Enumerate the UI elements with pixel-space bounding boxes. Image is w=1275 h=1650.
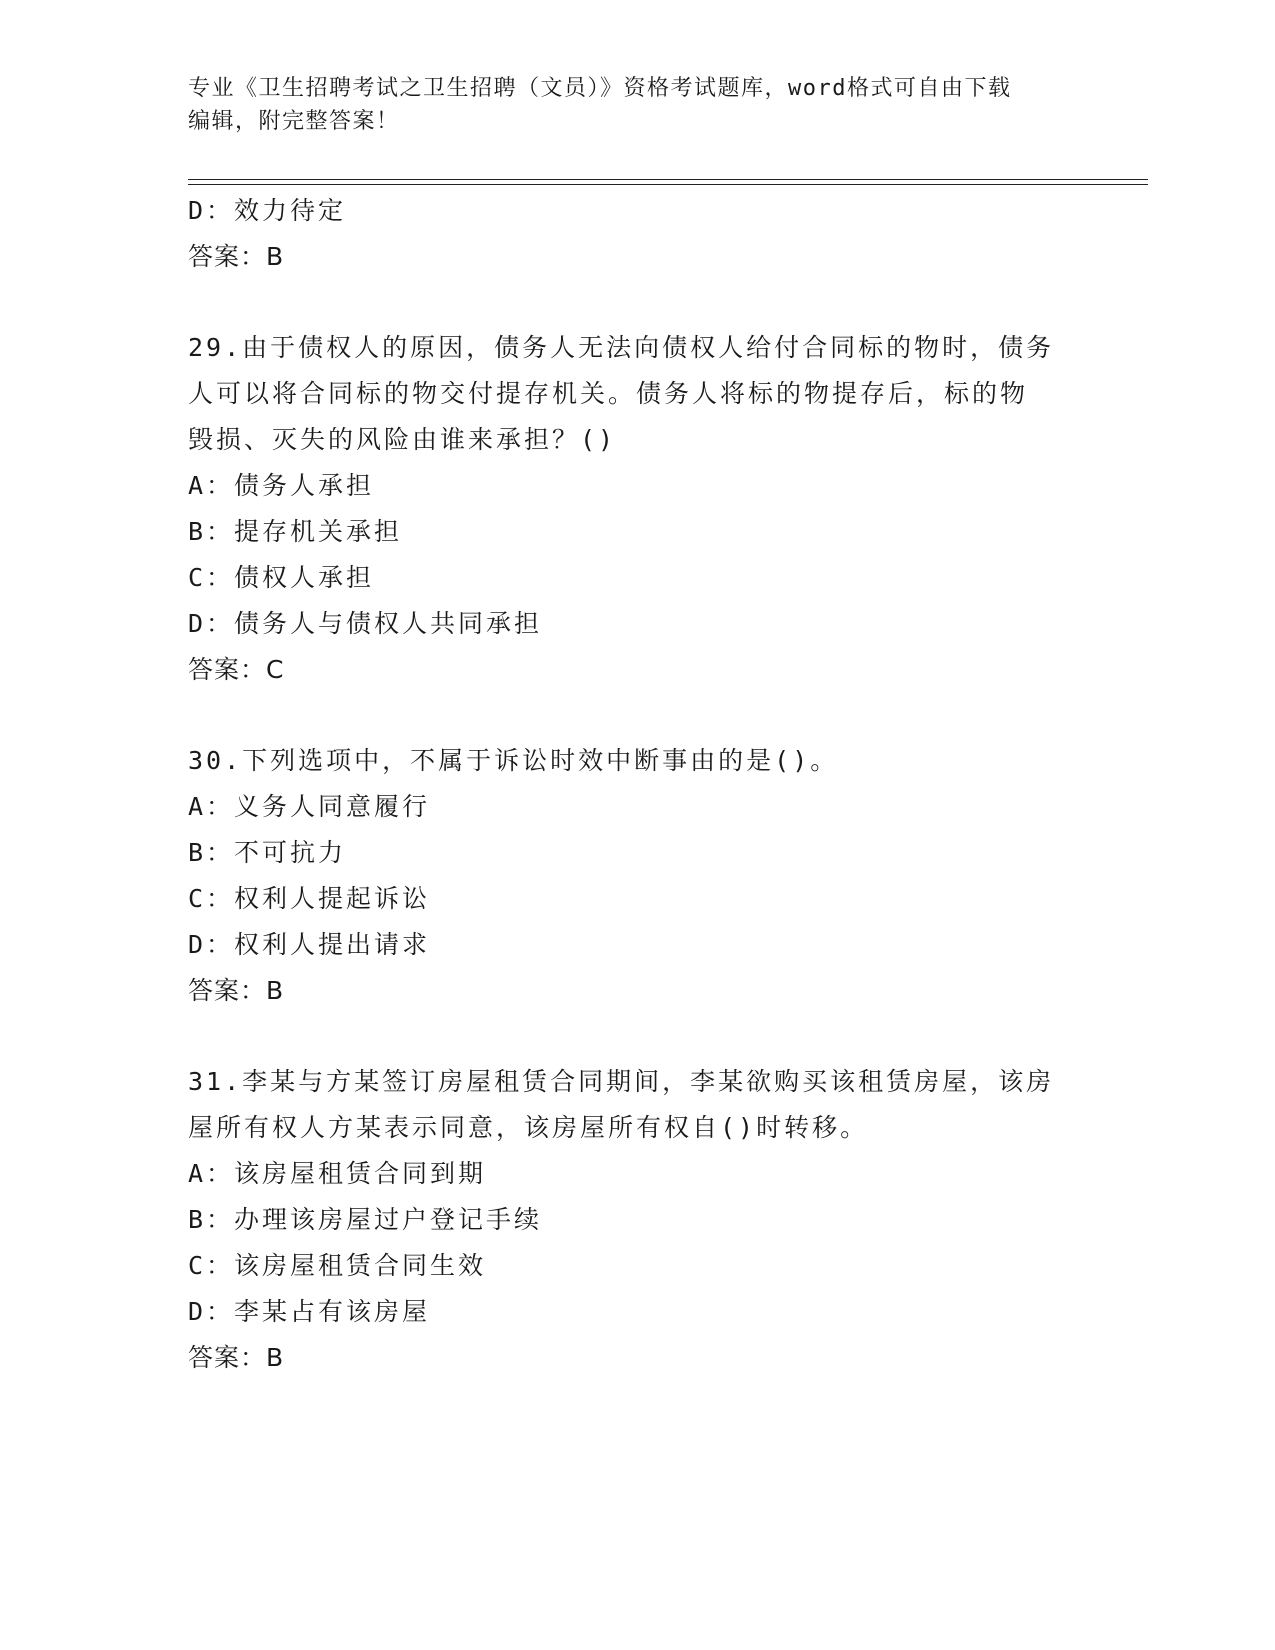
answer: 答案：B: [188, 242, 285, 271]
document-header: [188, 72, 1088, 138]
option-c: C：权利人提起诉讼: [188, 884, 431, 913]
question-prev: [188, 188, 1088, 280]
question-text-line: 毁损、灭失的风险由谁来承担？(): [188, 425, 617, 454]
option-a: A：该房屋租赁合同到期: [188, 1159, 487, 1188]
header-line-1: 专业《卫生招聘考试之卫生招聘（文员）》资格考试题库，word格式可自由下载: [188, 76, 1012, 101]
answer: 答案：C: [188, 655, 285, 684]
option-b: B：办理该房屋过户登记手续: [188, 1205, 543, 1234]
header-line-2: 编辑，附完整答案！: [188, 109, 400, 134]
question-text-line: 30.下列选项中，不属于诉讼时效中断事由的是()。: [188, 746, 839, 775]
option-c: C：该房屋租赁合同生效: [188, 1251, 487, 1280]
header-rule-top: [188, 179, 1148, 180]
answer: 答案：B: [188, 976, 285, 1005]
option-d: D：债务人与债权人共同承担: [188, 609, 543, 638]
question-31: [188, 1059, 1088, 1381]
answer: 答案：B: [188, 1343, 285, 1372]
option-d: D：李某占有该房屋: [188, 1297, 431, 1326]
question-text-line: 29.由于债权人的原因，债务人无法向债权人给付合同标的物时，债务: [188, 333, 1055, 362]
question-29: [188, 325, 1088, 693]
question-text-line: 31.李某与方某签订房屋租赁合同期间，李某欲购买该租赁房屋，该房: [188, 1067, 1055, 1096]
option-b: B：提存机关承担: [188, 517, 403, 546]
header-rule-bottom: [188, 184, 1148, 185]
question-30: [188, 738, 1088, 1014]
question-list: [188, 188, 1088, 1381]
option-a: A：债务人承担: [188, 471, 375, 500]
option-d: D：权利人提出请求: [188, 930, 431, 959]
option-c: C：债权人承担: [188, 563, 375, 592]
option-b: B：不可抗力: [188, 838, 347, 867]
question-text-line: 人可以将合同标的物交付提存机关。债务人将标的物提存后，标的物: [188, 379, 1029, 408]
option-a: A：义务人同意履行: [188, 792, 431, 821]
option-d: D：效力待定: [188, 196, 347, 225]
question-text-line: 屋所有权人方某表示同意，该房屋所有权自()时转移。: [188, 1113, 869, 1142]
